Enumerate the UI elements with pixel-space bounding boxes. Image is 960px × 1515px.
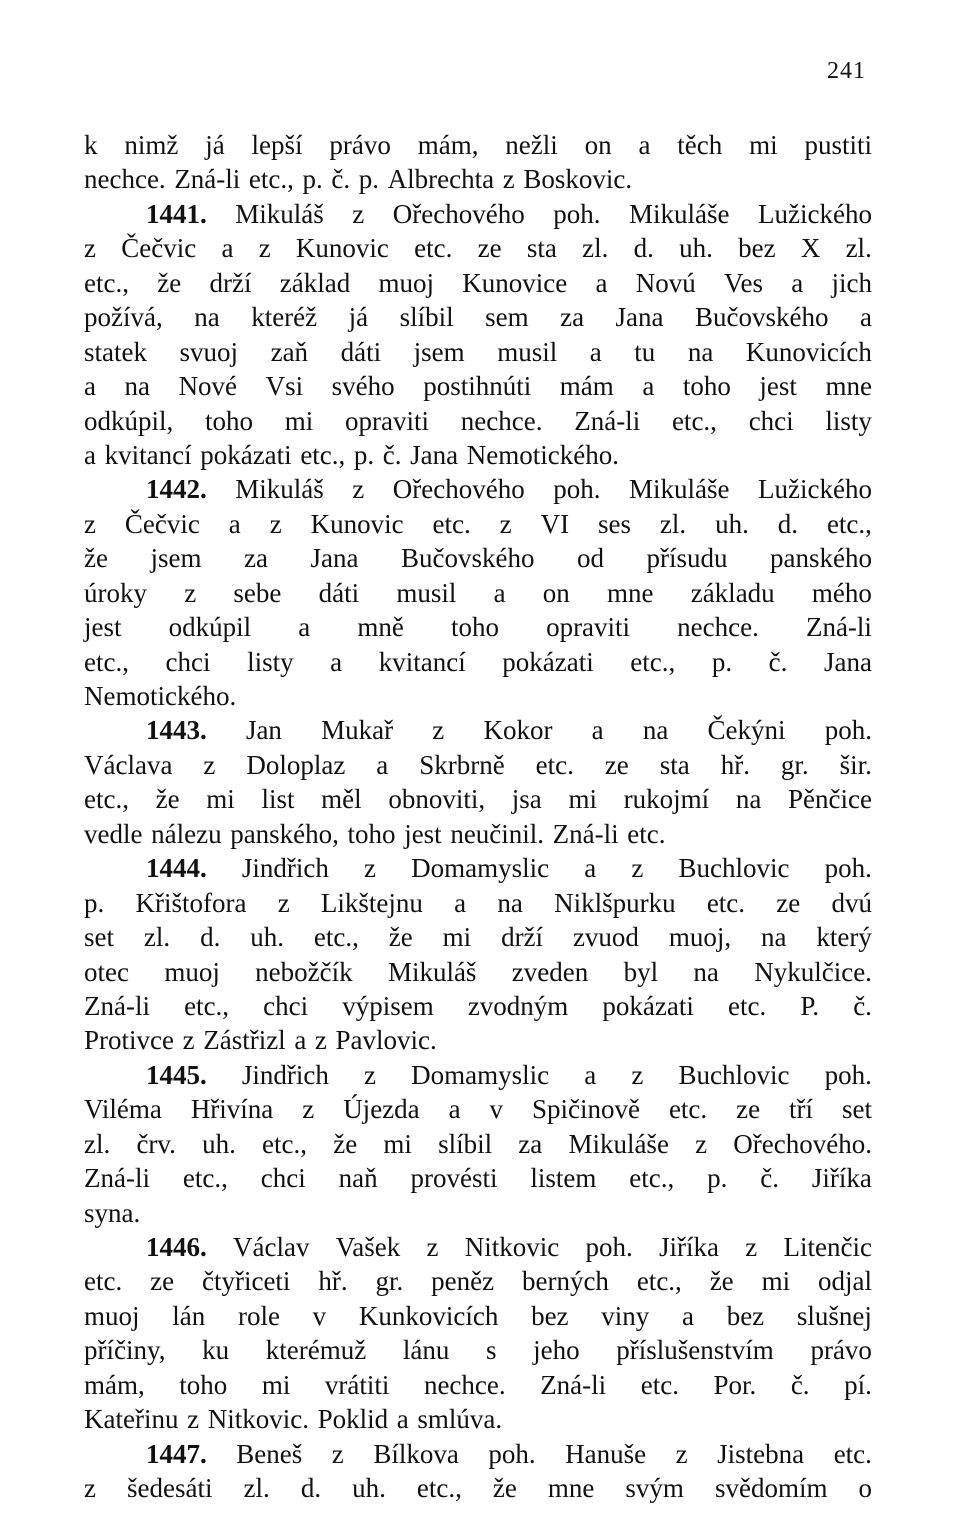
text-line: Viléma Hřivína z Újezda a v Spičinově etc. ze tří set (84, 1094, 872, 1125)
text-line: etc., že mi list měl obnoviti, jsa mi rukojmí na Pěnčice (84, 784, 872, 815)
text-line: otec muoj nebožčík Mikuláš zveden byl na Nykulčice. (84, 956, 872, 987)
entry-number: 1447. (146, 1438, 207, 1469)
entry-first-line: 1447. Beneš z Bílkova poh. Hanuše z Jistebna etc. (84, 1437, 872, 1471)
page-body-text (84, 128, 872, 1506)
text-line: požívá, na kteréž já slíbil sem za Jana Bučovského a (84, 302, 872, 333)
text-line: zl. črv. uh. etc., že mi slíbil za Mikuláše z Ořechového. (84, 1128, 872, 1159)
text-line: že jsem za Jana Bučovského od přísudu panského (84, 543, 872, 574)
text-line: z Čečvic a z Kunovic etc. z VI ses zl. uh. d. etc., (84, 508, 872, 539)
text-line: z Čečvic a z Kunovic etc. ze sta zl. d. uh. bez X zl. (84, 233, 872, 264)
entry-first-line: 1446. Václav Vašek z Nitkovic poh. Jiříka z Litenčic (84, 1230, 872, 1264)
page-number: 241 (827, 58, 866, 84)
text-line: Kateřinu z Nitkovic. Poklid a smlúva. (84, 1404, 503, 1435)
text-line: jest odkúpil a mně toho opraviti nechce. Zná-li (84, 612, 872, 643)
text-line: mám, toho mi vrátiti nechce. Zná-li etc. Por. č. pí. (84, 1369, 872, 1400)
text-line: odkúpil, toho mi opraviti nechce. Zná-li etc., chci listy (84, 405, 872, 436)
text-line: statek svuoj zaň dáti jsem musil a tu na Kunovicích (84, 336, 872, 367)
entry-first-line: 1445. Jindřich z Domamyslic a z Buchlovic poh. (84, 1058, 872, 1092)
entry-number: 1443. (146, 715, 207, 746)
text-line: nechce. Zná-li etc., p. č. p. Albrechta z Boskovic. (84, 164, 633, 195)
text-line: p. Křištofora z Likštejnu a na Niklšpurku etc. ze dvú (84, 887, 872, 918)
entry-first-line: 1442. Mikuláš z Ořechového poh. Mikuláše Lužického (84, 472, 872, 506)
entry-number: 1441. (146, 198, 207, 229)
text-line: k nimž já lepší právo mám, nežli on a těch mi pustiti (84, 130, 872, 160)
text-line: úroky z sebe dáti musil a on mne základu mého (84, 577, 872, 608)
entry-first-line: 1444. Jindřich z Domamyslic a z Buchlovic poh. (84, 851, 872, 885)
entry-number: 1442. (146, 474, 207, 505)
text-line: Zná-li etc., chci naň provésti listem etc., p. č. Jiříka (84, 1163, 872, 1194)
text-line: Protivce z Zástřizl a z Pavlovic. (84, 1025, 437, 1056)
text-line: příčiny, ku kterémuž lánu s jeho příslušenstvím právo (84, 1335, 872, 1366)
text-line: vedle nálezu panského, toho jest neučinil. Zná-li etc. (84, 818, 666, 849)
text-line: syna. (84, 1197, 141, 1228)
text-line: etc., že drží základ muoj Kunovice a Novú Ves a jich (84, 267, 872, 298)
text-line: a kvitancí pokázati etc., p. č. Jana Nemotického. (84, 439, 619, 470)
text-line: etc. ze čtyřiceti hř. gr. peněz berných etc., že mi odjal (84, 1266, 872, 1297)
text-line: Nemotického. (84, 681, 237, 711)
text-line: muoj lán role v Kunkovicích bez viny a bez slušnej (84, 1300, 872, 1331)
text-line: z šedesáti zl. d. uh. etc., že mne svým svědomím o (84, 1473, 872, 1504)
entry-number: 1446. (146, 1232, 207, 1262)
entry-number: 1444. (146, 853, 207, 884)
text-line: set zl. d. uh. etc., že mi drží zvuod muoj, na který (84, 922, 872, 953)
entry-first-line: 1441. Mikuláš z Ořechového poh. Mikuláše Lužického (84, 197, 872, 231)
text-line: a na Nové Vsi svého postihnúti mám a toho jest mne (84, 371, 872, 402)
text-line: etc., chci listy a kvitancí pokázati etc., p. č. Jana (84, 646, 872, 677)
entry-number: 1445. (146, 1059, 207, 1090)
text-line: Zná-li etc., chci výpisem zvodným pokázati etc. P. č. (84, 990, 872, 1021)
entry-first-line: 1443. Jan Mukař z Kokor a na Čekýni poh. (84, 713, 872, 747)
text-line: Václava z Doloplaz a Skrbrně etc. ze sta hř. gr. šir. (84, 749, 872, 780)
